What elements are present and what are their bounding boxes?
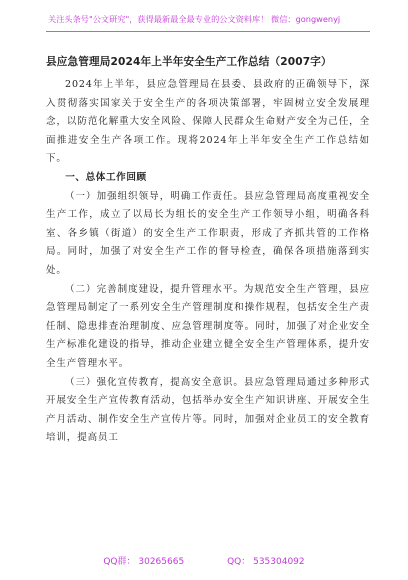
section-heading: 一、总体工作回顾 [65,171,147,183]
footer-qq: QQ： 535304092 [227,557,305,567]
footer-qq-group: QQ群： 30265665 [103,557,185,567]
document-title: 县应急管理局2024年上半年安全生产工作总结（2007字） [46,56,332,68]
footer [0,554,408,567]
intro-paragraph: 2024年上半年，县应急管理局在县委、县政府的正确领导下，深入贯彻落实国家关于安全生产的各项决策部署，牢固树立安全发展理念，以防范化解重大安全风险、保障人民群众生命财产安全为己任，全面推进安全生产各项工作。现将2024年上半年安全生产工作总结如下。 [46,79,370,165]
header-divider [46,31,370,32]
document-body [46,54,370,448]
paragraph-organization: （一）加强组织领导，明确工作责任。县应急管理局高度重视安全生产工作，成立了以局长为组长的安全生产工作领导小组，明确各科室、各乡镇（街道）的安全生产工作职责，形成了齐抓共管的工作格局。同时，加强了对安全生产工作的督导检查，确保各项措施落到实处。 [46,190,370,276]
paragraph-publicity-education: （三）强化宣传教育，提高安全意识。县应急管理局通过多种形式开展安全生产宣传教育活动，包括举办安全生产知识讲座、开展安全生产月活动、制作安全生产宣传片等。同时，加强对企业员工的安全教育培训，提高员工 [46,376,370,444]
header-banner: 关注头条号"公文研究"，获得最新最全最专业的公文资料库！ 微信：gongwenyj [48,14,341,24]
paragraph-system-building: （二）完善制度建设，提升管理水平。为规范安全生产管理，县应急管理局制定了一系列安全生产管理制度和操作规程，包括安全生产责任制、隐患排查治理制度、应急管理制度等。同时，加强了对企业安全生产标准化建设的指导，推动企业建立健全安全生产管理体系，提升安全生产管理水平。 [46,283,370,369]
